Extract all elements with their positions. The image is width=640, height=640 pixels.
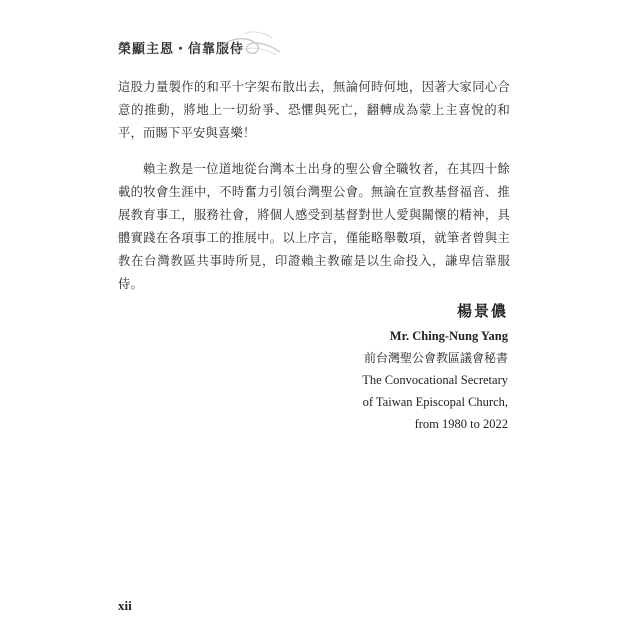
running-head: 榮顯主恩・信靠服侍 <box>118 42 245 57</box>
signature-title-zh: 前台灣聖公會教區議會秘書 <box>363 351 508 365</box>
page-number: xii <box>118 598 132 613</box>
swirl-ornament-icon <box>214 28 284 58</box>
signature-years: from 1980 to 2022 <box>414 417 508 431</box>
signature-name-en: Mr. Ching-Nung Yang <box>389 329 508 343</box>
signature-name-zh: 楊景儂 <box>456 302 508 320</box>
signature-title-en-2: of Taiwan Episcopal Church, <box>362 395 508 409</box>
paragraph: 這股力量製作的和平十字架布散出去，無論何時何地，因著大家同心合意的推動，將地上一切紛爭、恐懼與死亡，翻轉成為蒙上主喜悅的和平，而賜下平安與喜樂！ <box>118 80 510 140</box>
signature-block <box>362 300 508 435</box>
body-text <box>118 76 510 309</box>
signature-title-en-1: The Convocational Secretary <box>362 373 508 387</box>
paragraph: 賴主教是一位道地從台灣本土出身的聖公會全職牧者，在其四十餘載的牧會生涯中，不時奮力引領台灣聖公會。無論在宣教基督福音、推展教育事工，服務社會，將個人感受到基督對世人愛與關懷的精神，具體實踐在各項事工的推展中。以上序言，僅能略舉數項，就筆者曾與主教在台灣教區共事時所見，印證賴主教確是以生命投入，謙卑信靠服侍。 <box>118 162 510 291</box>
